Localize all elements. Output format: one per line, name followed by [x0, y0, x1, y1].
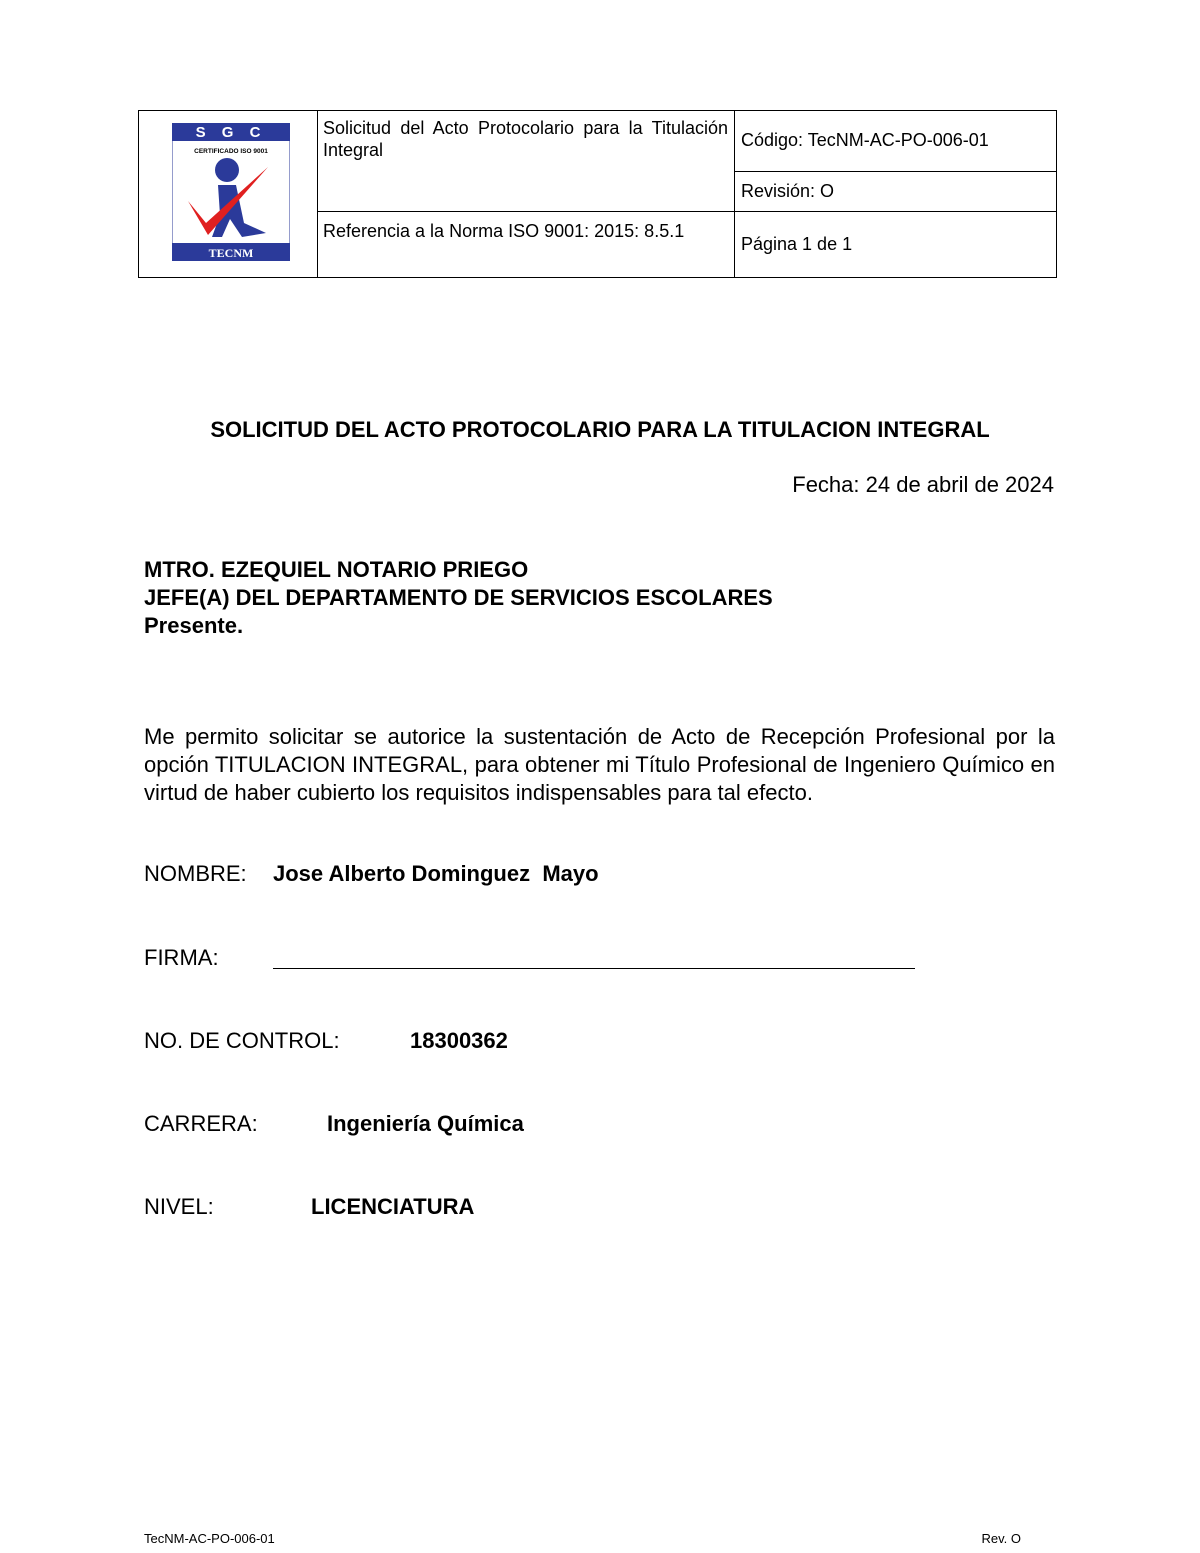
document-code: Código: TecNM-AC-PO-006-01 — [735, 111, 1057, 172]
sgc-tecnm-logo — [172, 123, 290, 261]
document-title-cell — [318, 111, 735, 212]
page-number: Página 1 de 1 — [735, 212, 1057, 278]
document-revision: Revisión: O — [735, 171, 1057, 211]
carrera-field — [144, 1111, 524, 1137]
document-header-table — [138, 110, 1057, 278]
iso-reference: Referencia a la Norma ISO 9001: 2015: 8.5.1 — [318, 212, 735, 278]
request-body: Me permito solicitar se autorice la sustentación de Acto de Recepción Profesional por la opción TITULACION INTEGRAL, para obtener mi Título Profesional de Ingeniero Químico en virtud de haber cubierto los requisitos indispensables para tal efecto. — [144, 724, 1055, 805]
control-label: NO. DE CONTROL: — [144, 1028, 340, 1053]
addressee-greeting: Presente. — [144, 613, 244, 638]
footer-revision: Rev. O — [981, 1531, 1021, 1546]
firma-label: FIRMA: — [144, 945, 219, 970]
addressee-position: JEFE(A) DEL DEPARTAMENTO DE SERVICIOS ESCOLARES — [144, 585, 773, 610]
firma-field — [144, 945, 219, 971]
addressee-block — [144, 556, 773, 640]
carrera-value: Ingeniería Química — [327, 1111, 524, 1136]
carrera-label: CARRERA: — [144, 1111, 258, 1136]
main-title: SOLICITUD DEL ACTO PROTOCOLARIO PARA LA TITULACION INTEGRAL — [210, 417, 990, 442]
addressee-name: MTRO. EZEQUIEL NOTARIO PRIEGO — [144, 557, 529, 582]
nivel-label: NIVEL: — [144, 1194, 214, 1219]
logo-bottom-text: TECNM — [208, 246, 254, 260]
nombre-field — [144, 861, 599, 887]
document-title: Solicitud del Acto Protocolario para la Titulación Integral — [323, 118, 728, 160]
date: Fecha: 24 de abril de 2024 — [792, 472, 1054, 497]
control-field — [144, 1028, 508, 1054]
control-value: 18300362 — [410, 1028, 508, 1053]
nombre-label: NOMBRE: — [144, 861, 247, 886]
logo-sub-text: CERTIFICADO ISO 9001 — [194, 148, 268, 155]
signature-line — [273, 968, 915, 969]
logo-top-text: S G C — [195, 124, 267, 141]
footer-code: TecNM-AC-PO-006-01 — [144, 1531, 275, 1546]
nombre-value: Jose Alberto Dominguez Mayo — [273, 861, 599, 886]
logo-cell — [139, 111, 318, 278]
nivel-value: LICENCIATURA — [311, 1194, 475, 1219]
nivel-field — [144, 1194, 475, 1220]
